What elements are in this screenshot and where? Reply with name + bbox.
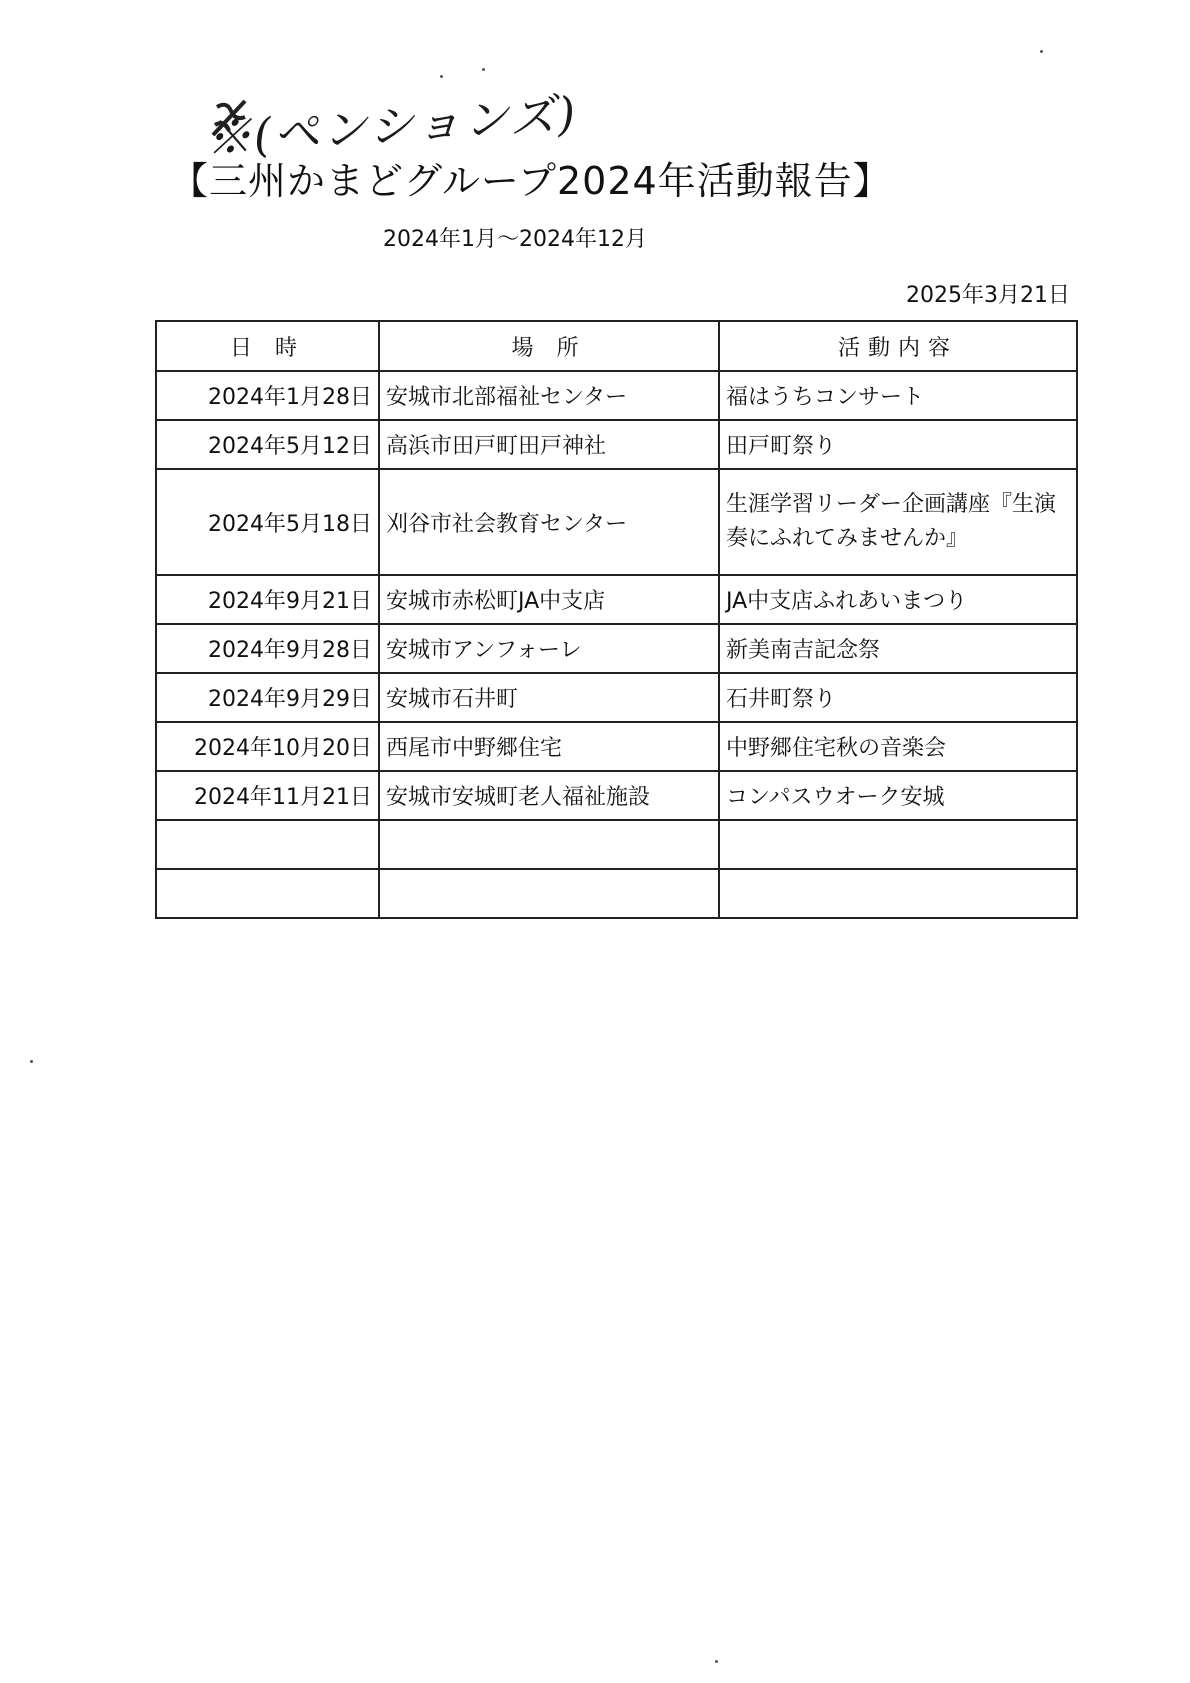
row-date: 2024年1月28日	[156, 371, 379, 420]
row-activity: 中野郷住宅秋の音楽会	[719, 722, 1077, 771]
table-row-empty	[156, 820, 1077, 869]
header-activity: 活動内容	[719, 321, 1077, 371]
scan-speck	[1040, 50, 1043, 53]
row-place: 安城市赤松町JA中支店	[379, 575, 719, 624]
activity-table	[155, 320, 1078, 919]
row-place	[379, 820, 719, 869]
header-date: 日 時	[156, 321, 379, 371]
row-place: 安城市北部福祉センター	[379, 371, 719, 420]
header-place: 場 所	[379, 321, 719, 371]
row-activity: 生涯学習リーダー企画講座『生演奏にふれてみませんか』	[719, 469, 1077, 575]
scan-speck	[440, 75, 443, 78]
row-place: 安城市アンフォーレ	[379, 624, 719, 673]
row-activity: 田戸町祭り	[719, 420, 1077, 469]
row-place: 西尾市中野郷住宅	[379, 722, 719, 771]
row-date: 2024年9月21日	[156, 575, 379, 624]
table-row	[156, 771, 1077, 820]
row-activity: 福はうちコンサート	[719, 371, 1077, 420]
row-date	[156, 820, 379, 869]
row-date: 2024年5月12日	[156, 420, 379, 469]
row-place: 高浜市田戸町田戸神社	[379, 420, 719, 469]
row-place: 刈谷市社会教育センター	[379, 469, 719, 575]
row-date: 2024年9月28日	[156, 624, 379, 673]
row-activity: 石井町祭り	[719, 673, 1077, 722]
table-row	[156, 371, 1077, 420]
page-title: 【三州かまどグループ2024年活動報告】	[170, 159, 892, 203]
row-activity: 新美南吉記念祭	[719, 624, 1077, 673]
row-activity	[719, 820, 1077, 869]
handwritten-note: ※(ペンションズ)	[203, 86, 580, 166]
scan-speck	[482, 68, 485, 71]
scribble-mark-icon	[205, 95, 255, 145]
row-activity: JA中支店ふれあいまつり	[719, 575, 1077, 624]
row-date: 2024年10月20日	[156, 722, 379, 771]
table-row	[156, 624, 1077, 673]
table-row	[156, 420, 1077, 469]
scan-speck	[30, 1060, 33, 1063]
row-activity	[719, 869, 1077, 918]
table-row	[156, 469, 1077, 575]
issue-date: 2025年3月21日	[906, 283, 1070, 308]
row-place	[379, 869, 719, 918]
row-place: 安城市石井町	[379, 673, 719, 722]
report-period: 2024年1月～2024年12月	[383, 227, 647, 252]
table-row	[156, 722, 1077, 771]
row-place: 安城市安城町老人福祉施設	[379, 771, 719, 820]
row-date: 2024年5月18日	[156, 469, 379, 575]
row-date: 2024年11月21日	[156, 771, 379, 820]
table-header-row	[156, 321, 1077, 371]
row-activity: コンパスウオーク安城	[719, 771, 1077, 820]
table-row	[156, 575, 1077, 624]
row-date: 2024年9月29日	[156, 673, 379, 722]
table-row	[156, 673, 1077, 722]
scan-speck	[715, 1660, 718, 1663]
table-row-empty	[156, 869, 1077, 918]
row-date	[156, 869, 379, 918]
